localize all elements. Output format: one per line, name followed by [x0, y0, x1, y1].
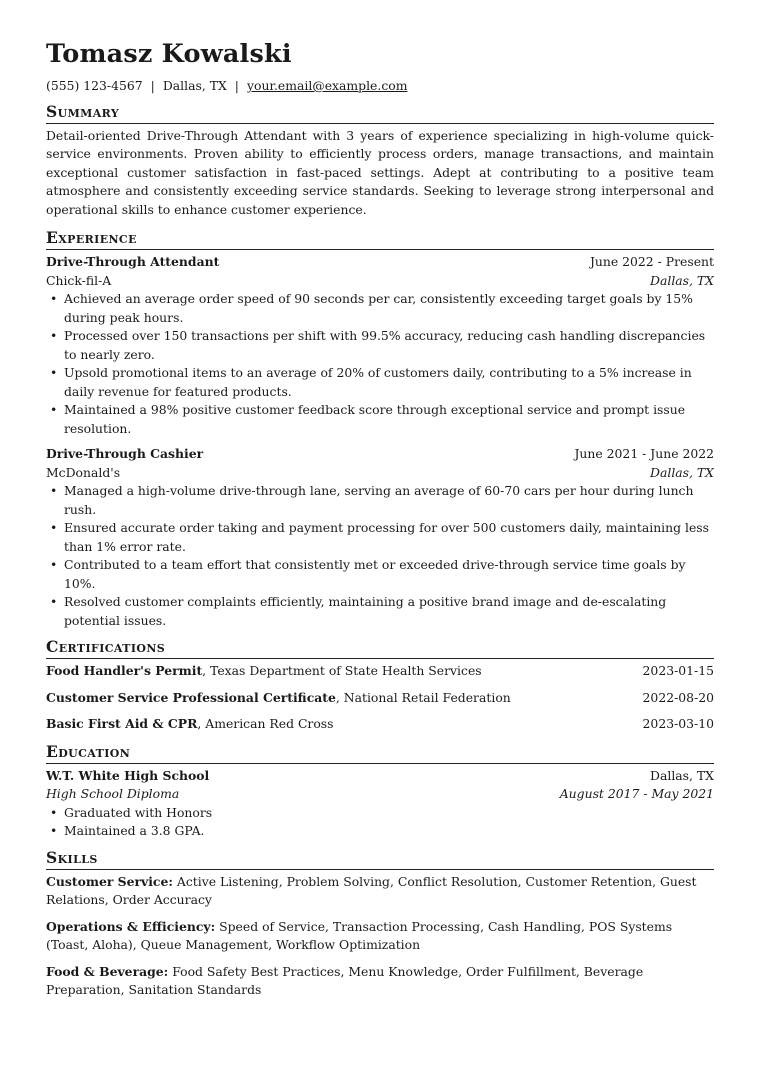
degree: High School Diploma: [46, 786, 180, 801]
section-title-summary: Summary: [46, 102, 714, 124]
job-role: Drive-Through Attendant: [46, 254, 220, 269]
school-name: W.T. White High School: [46, 767, 210, 783]
skill-group: [46, 918, 714, 955]
job-location: Dallas, TX: [650, 272, 714, 288]
section-title-skills: Skills: [46, 848, 714, 870]
skill-group: [46, 963, 714, 1000]
section-title-education: Education: [46, 742, 714, 764]
summary-text: Detail-oriented Drive-Through Attendant with 3 years of experience specializing in high-volume quick-service environments. Proven ability to efficiently process orders, manage transactions, and maintain exceptional customer satisfaction in fast-paced settings. Adept at contributing to a positive team atmosphere and consistently exceeding service standards. Seeking to leverage strong interpersonal and operational skills to enhance customer experience.: [46, 127, 714, 217]
job-role: Drive-Through Cashier: [46, 446, 204, 461]
education-entry: [46, 767, 714, 841]
education-subheader: [46, 785, 714, 804]
list-item: • Resolved customer complaints efficiently, maintaining a positive brand image and de-escalating potential issues.: [46, 593, 714, 630]
job-location: Dallas, TX: [650, 464, 714, 480]
contact-line: [46, 77, 714, 96]
section-title-certifications: Certifications: [46, 637, 714, 659]
candidate-name: Tomasz Kowalski: [46, 39, 292, 69]
certification-date: 2023-01-15: [642, 663, 714, 678]
certification-name: Food Handler's Permit: [46, 663, 203, 678]
certification-issuer: , Texas Department of State Health Services: [202, 663, 482, 678]
list-item: • Processed over 150 transactions per shift with 99.5% accuracy, reducing cash handling discrepancies to nearly zero.: [46, 327, 714, 364]
skill-group-label: Customer Service:: [46, 873, 173, 889]
certification-text: [46, 662, 482, 681]
certification-name: Customer Service Professional Certificate: [46, 689, 336, 705]
list-item: • Maintained a 3.8 GPA.: [46, 822, 714, 841]
list-item: • Managed a high-volume drive-through lane, serving an average of 60-70 cars per hour during lunch rush.: [46, 482, 714, 519]
list-item: • Achieved an average order speed of 90 seconds per car, consistently exceeding target goals by 15% during peak hours.: [46, 290, 714, 327]
certification-text: [46, 715, 334, 734]
certification-name: Basic First Aid & CPR: [46, 716, 198, 731]
skill-group-items: Active Listening, Problem Solving, Conflict Resolution, Customer Retention, Guest Relations, Order Accuracy: [46, 873, 697, 907]
certification-date: 2023-03-10: [642, 716, 714, 731]
certification-row: [46, 662, 714, 681]
list-item: • Contributed to a team effort that consistently met or exceeded drive-through service time goals by 10%.: [46, 556, 714, 593]
job-entry: [46, 445, 714, 630]
certification-row: [46, 689, 714, 708]
list-item: • Ensured accurate order taking and payment processing for over 500 customers daily, maintaining less than 1% error rate.: [46, 519, 714, 556]
certification-issuer: , National Retail Federation: [335, 689, 511, 705]
job-subheader: [46, 464, 714, 483]
contact-separator: |: [150, 78, 155, 93]
job-bullets: [46, 482, 714, 630]
job-entry: [46, 253, 714, 438]
location: Dallas, TX: [162, 78, 227, 93]
skill-group-items: Speed of Service, Transaction Processing, Cash Handling, POS Systems (Toast, Aloha), Queue Management, Workflow Optimization: [46, 918, 673, 952]
certifications-list: [46, 662, 714, 734]
contact-separator: |: [234, 78, 239, 93]
job-header: [46, 253, 714, 272]
email-link[interactable]: your.email@example.com: [246, 78, 408, 93]
education-dates: August 2017 - May 2021: [559, 786, 714, 801]
skill-group-label: Food & Beverage:: [46, 963, 169, 979]
skill-group: [46, 873, 714, 910]
certification-issuer: , American Red Cross: [197, 716, 334, 731]
job-subheader: [46, 272, 714, 291]
certification-row: [46, 715, 714, 734]
phone-number: (555) 123-4567: [46, 78, 143, 93]
job-header: [46, 445, 714, 464]
job-dates: June 2021 - June 2022: [574, 446, 714, 461]
skill-group-label: Operations & Efficiency:: [46, 918, 216, 934]
list-item: • Graduated with Honors: [46, 804, 714, 823]
school-location: Dallas, TX: [650, 767, 714, 783]
certification-text: [46, 689, 511, 708]
job-company: Chick-fil-A: [46, 272, 112, 288]
skill-group-items: Food Safety Best Practices, Menu Knowledge, Order Fulfillment, Beverage Preparation, Sanitation Standards: [46, 963, 644, 997]
list-item: • Upsold promotional items to an average of 20% of customers daily, contributing to a 5% increase in daily revenue for featured products.: [46, 364, 714, 401]
education-bullets: [46, 804, 714, 841]
list-item: • Maintained a 98% positive customer feedback score through exceptional service and prompt issue resolution.: [46, 401, 714, 438]
job-dates: June 2022 - Present: [589, 254, 714, 269]
job-company: McDonald's: [46, 464, 121, 480]
section-title-experience: Experience: [46, 228, 714, 250]
job-bullets: [46, 290, 714, 438]
education-header: [46, 767, 714, 786]
certification-date: 2022-08-20: [642, 689, 714, 705]
